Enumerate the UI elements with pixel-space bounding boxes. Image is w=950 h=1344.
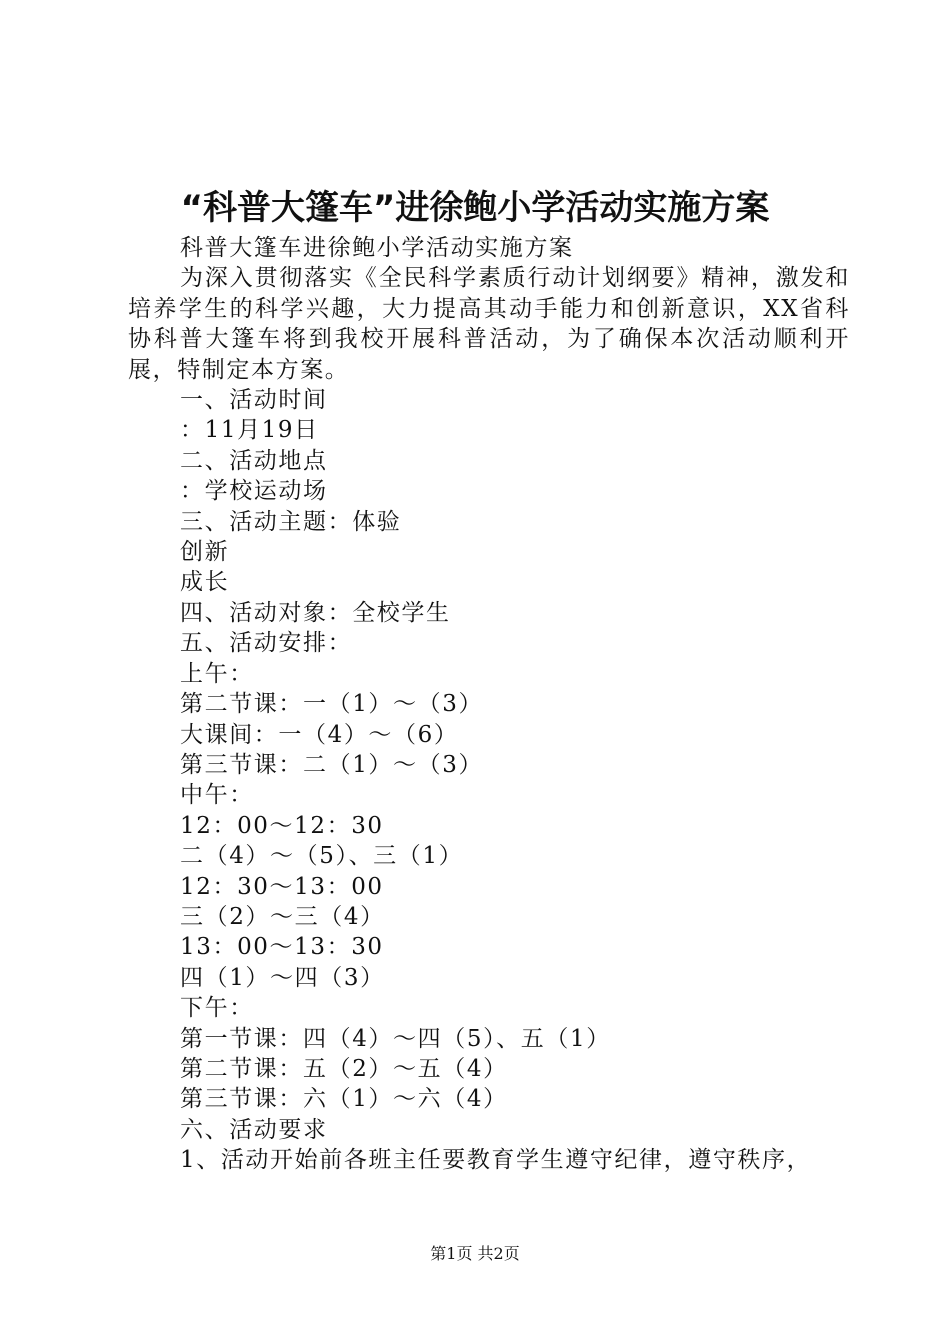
schedule-line: 二（4）～（5）、三（1） [180, 843, 464, 870]
requirement-item: 1、活动开始前各班主任要教育学生遵守纪律，遵守秩序， [180, 1147, 812, 1174]
schedule-time-slot: 13：00～13：30 [180, 934, 384, 961]
schedule-time-slot: 12：30～13：00 [180, 873, 384, 900]
section-heading-theme: 三、活动主题：体验 [180, 508, 402, 535]
schedule-period-label: 中午： [180, 782, 254, 809]
subtitle-line: 科普大篷车进徐鲍小学活动实施方案 [180, 235, 574, 261]
schedule-period-label: 上午： [180, 660, 254, 687]
intro-paragraph: 为深入贯彻落实《全民科学素质行动计划纲要》精神，激发和培养学生的科学兴趣，大力提高其动手能力和创新意识，XX省科协科普大篷车将到我校开展科普活动，为了确保本次活动顺利开展，特制定本方案。 [128, 265, 850, 383]
schedule-line: 第二节课：五（2）～五（4） [180, 1055, 508, 1082]
schedule-line: 第三节课：六（1）～六（4） [180, 1086, 508, 1113]
schedule-line: 第二节课：一（1）～（3） [180, 691, 484, 718]
section-heading-audience: 四、活动对象：全校学生 [180, 599, 451, 626]
schedule-line: 第一节课：四（4）～四（5）、五（1） [180, 1025, 611, 1052]
theme-line: 成长 [180, 569, 230, 596]
activity-date: ：11月19日 [180, 417, 319, 444]
section-heading-time: 一、活动时间 [180, 387, 328, 414]
theme-line: 创新 [180, 539, 230, 566]
document-body [128, 233, 850, 1176]
schedule-line: 第三节课：二（1）～（3） [180, 751, 484, 778]
schedule-period-label: 下午： [180, 995, 254, 1022]
section-heading-requirements: 六、活动要求 [180, 1116, 328, 1143]
schedule-time-slot: 12：00～12：30 [180, 812, 384, 839]
page-footer: 第1页 共2页 [430, 1244, 520, 1263]
schedule-line: 四（1）～四（3） [180, 964, 385, 991]
section-heading-schedule: 五、活动安排： [180, 630, 353, 657]
schedule-line: 大课间：一（4）～（6） [180, 721, 459, 748]
schedule-line: 三（2）～三（4） [180, 903, 385, 930]
section-heading-location: 二、活动地点 [180, 447, 328, 474]
activity-location: ：学校运动场 [180, 478, 328, 505]
document-title: “科普大篷车”进徐鲍小学活动实施方案 [180, 188, 770, 228]
